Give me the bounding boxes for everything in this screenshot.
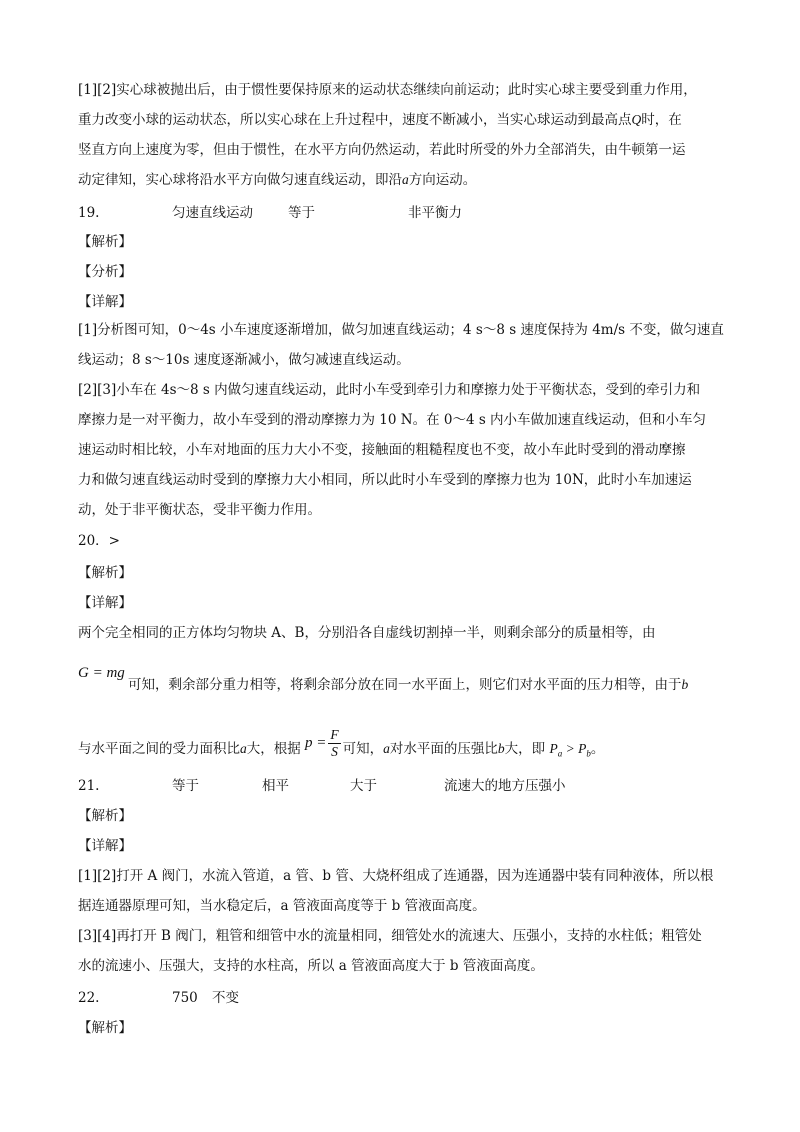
q19-p2-line-3: 速运动时相比较，小车对地面的压力大小不变，接触面的粗糙程度也不变，故小车此时受到的滑动摩擦 bbox=[78, 442, 686, 458]
q20-result-p-b: P bbox=[578, 741, 587, 756]
q20-formula-p: p = bbox=[305, 735, 327, 751]
q19-p2-line-5: 动，处于非平衡状态，受非平衡力作用。 bbox=[78, 502, 321, 518]
q20-line-2 bbox=[128, 675, 688, 695]
q21-heading-xiangjie: 【详解】 bbox=[78, 838, 132, 854]
q18-line-4-tail: 方向运动。 bbox=[408, 172, 477, 188]
q18-line-3: 竖直方向上速度为零，但由于惯性，在水平方向仍然运动，若此时所受的外力全部消失，由牛顿第一运 bbox=[78, 142, 686, 158]
q20-line-2-text: 可知，剩余部分重力相等，将剩余部分放在同一水平面上，则它们对水平面的压力相等，由于 bbox=[128, 677, 682, 693]
q21-heading-jiexi: 【解析】 bbox=[78, 808, 132, 824]
q18-line-2 bbox=[78, 110, 728, 130]
q19-p1-line-1: [1]分析图可知，0～4s 小车速度逐渐增加，做匀加速直线运动；4 s～8 s 速度保持为 4m/s 不变，做匀速直 bbox=[78, 322, 724, 338]
q19-p2-line-2: 摩擦力是一对平衡力，故小车受到的滑动摩擦力为 10 N。在 0～4 s 内小车做加速直线运动，但和小车匀 bbox=[78, 412, 707, 428]
q20-line-3-var-a: a bbox=[240, 741, 247, 756]
q20-line-2-var-b: b bbox=[681, 677, 689, 692]
q20-line-3-text-e: 大，即 bbox=[504, 741, 546, 757]
q19-heading-xiangjie: 【详解】 bbox=[78, 294, 132, 310]
q19-p2-line-1: [2][3]小车在 4s～8 s 内做匀速直线运动，此时小车受到牵引力和摩擦力处于平衡状态，受到的牵引力和 bbox=[78, 382, 701, 398]
q20-number-answer: 20．> bbox=[78, 533, 120, 549]
q18-line-2-text: 重力改变小球的运动状态，所以实心球在上升过程中，速度不断减小，当实心球运动到最高点 bbox=[78, 112, 632, 128]
q20-result-gt: > bbox=[562, 741, 579, 756]
q19-number: 19. bbox=[78, 205, 100, 221]
q22-number: 22. bbox=[78, 990, 100, 1006]
q18-point-q: Q bbox=[631, 112, 642, 127]
q20-fraction-denominator: S bbox=[331, 744, 338, 759]
q20-fraction bbox=[328, 727, 340, 760]
q21-answer-3: 大于 bbox=[350, 778, 377, 794]
q21-line-1: [1][2]打开 A 阀门，水流入管道，a 管、b 管、大烧杯组成了连通器，因为连通器中装有同种液体，所以根 bbox=[78, 868, 714, 884]
q19-p1-line-2: 线运动；8 s～10s 速度逐渐减小，做匀减速直线运动。 bbox=[78, 352, 410, 368]
q20-result-sub-b: b bbox=[586, 748, 591, 759]
q20-line-3-text-d: 对水平面的压强比 bbox=[389, 741, 498, 757]
q18-line-4-text: 动定律知，实心球将沿水平方向做匀速直线运动，即沿 bbox=[78, 172, 402, 188]
q20-line-3-var-a2: a bbox=[383, 741, 390, 756]
q20-line-3 bbox=[78, 727, 605, 766]
q20-result bbox=[549, 741, 591, 759]
q19-answer-1: 匀速直线运动 bbox=[172, 205, 253, 221]
q20-line-1: 两个完全相同的正方体均匀物块 A、B，分别沿各自虚线切割掉一半，则剩余部分的质量相等，由 bbox=[78, 625, 656, 641]
q20-formula-g: G = mg bbox=[78, 665, 125, 681]
q21-answer-4: 流速大的地方压强小 bbox=[444, 778, 566, 794]
q22-heading-jiexi: 【解析】 bbox=[78, 1020, 132, 1036]
q20-fraction-numerator: F bbox=[330, 727, 339, 742]
q18-direction-a: a bbox=[402, 172, 409, 187]
q21-line-2: 据连通器原理可知，当水稳定后，a 管液面高度等于 b 管液面高度。 bbox=[78, 898, 486, 914]
q20-line-3-text-a: 与水平面之间的受力面积比 bbox=[78, 741, 240, 757]
q19-heading-jiexi: 【解析】 bbox=[78, 234, 132, 250]
q20-line-3-text-b: 大，根据 bbox=[246, 741, 301, 757]
q19-answer-3: 非平衡力 bbox=[408, 205, 462, 221]
q22-answer-2: 不变 bbox=[212, 990, 239, 1006]
q20-heading-xiangjie: 【详解】 bbox=[78, 595, 132, 611]
q21-number: 21. bbox=[78, 778, 100, 794]
q21-answer-2: 相平 bbox=[262, 778, 289, 794]
q20-result-sub-a: a bbox=[557, 748, 563, 759]
q21-line-4: 水的流速小、压强大，支持的水柱高，所以 a 管液面高度大于 b 管液面高度。 bbox=[78, 958, 544, 974]
q20-line-3-end: 。 bbox=[590, 741, 605, 757]
q19-p2-line-4: 力和做匀速直线运动时受到的摩擦力大小相同，所以此时小车受到的摩擦力也为 10N，此时小车加速运 bbox=[78, 472, 692, 488]
q22-answer-1: 750 bbox=[172, 990, 198, 1006]
q20-heading-jiexi: 【解析】 bbox=[78, 565, 132, 581]
q18-line-2-tail: 时，在 bbox=[641, 112, 682, 128]
q21-line-3: [3][4]再打开 B 阀门，粗管和细管中水的流量相同，细管处水的流速大、压强小，支持的水柱低；粗管处 bbox=[78, 928, 702, 944]
q18-line-4 bbox=[78, 170, 728, 190]
q20-line-3-var-b: b bbox=[497, 741, 505, 756]
q20-result-p-a: P bbox=[549, 741, 558, 756]
q21-answer-1: 等于 bbox=[172, 778, 199, 794]
q20-line-3-text-c: 可知， bbox=[342, 741, 384, 757]
q19-answer-2: 等于 bbox=[288, 205, 315, 221]
q19-heading-fenxi: 【分析】 bbox=[78, 264, 132, 280]
q18-line-1: [1][2]实心球被抛出后，由于惯性要保持原来的运动状态继续向前运动；此时实心球主要受到重力作用， bbox=[78, 82, 697, 98]
